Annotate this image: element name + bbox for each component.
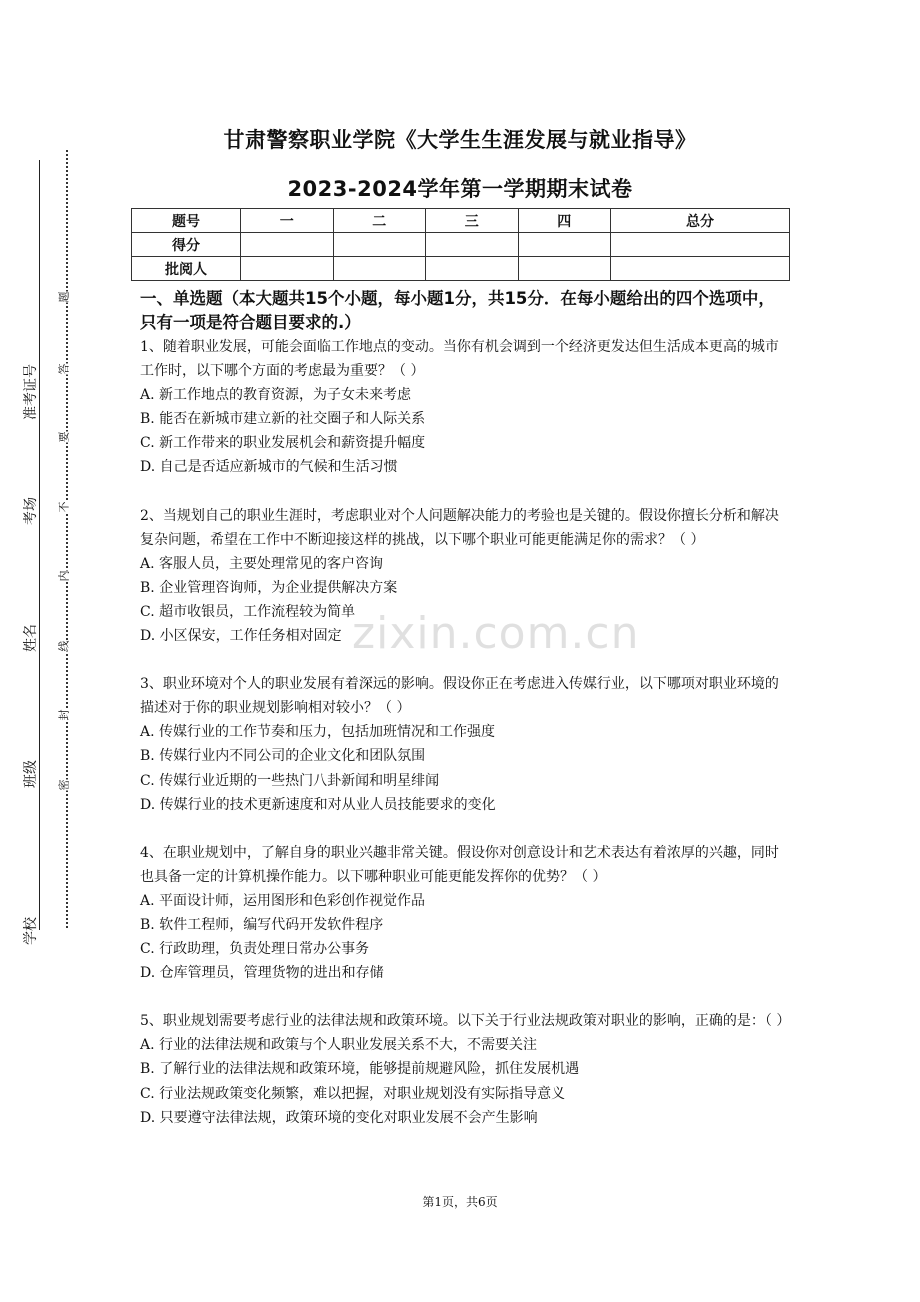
score-table-cell — [426, 233, 519, 257]
score-table-cell — [241, 257, 334, 281]
binding-solid-line — [39, 160, 40, 930]
question-1 — [140, 335, 790, 480]
seal-char: 要 — [55, 432, 73, 443]
score-table — [131, 208, 790, 281]
option-c: C. 超市收银员，工作流程较为简单 — [140, 603, 356, 620]
score-table-cell — [426, 257, 519, 281]
question-stem: 1、随着职业发展，可能会面临工作地点的变动。当你有机会调到一个经济更发达但生活成本更高的城市工作时，以下哪个方面的考虑最为重要？（ ） — [140, 339, 779, 380]
score-table-cell — [518, 257, 611, 281]
exam-title-line2: 2023-2024学年第一学期期末试卷 — [287, 177, 633, 201]
score-table-cell: 三 — [426, 209, 519, 233]
option-b: B. 能否在新城市建立新的社交圈子和人际关系 — [140, 411, 426, 428]
option-a: A. 平面设计师，运用图形和色彩创作视觉作品 — [140, 892, 426, 909]
seal-char: 答 — [55, 364, 73, 375]
seal-char: 不 — [55, 502, 73, 513]
option-a: A. 行业的法律法规和政策与个人职业发展关系不大，不需要关注 — [140, 1037, 538, 1054]
score-table-cell — [241, 233, 334, 257]
option-d: D. 传媒行业的技术更新速度和对从业人员技能要求的变化 — [140, 796, 496, 813]
score-table-cell: 四 — [518, 209, 611, 233]
seal-char: 密 — [55, 780, 73, 791]
option-b: B. 传媒行业内不同公司的企业文化和团队氛围 — [140, 748, 426, 765]
score-table-grader-row — [132, 257, 790, 281]
score-table-cell: 二 — [333, 209, 426, 233]
option-d: D. 小区保安，工作任务相对固定 — [140, 628, 342, 645]
page-footer: 第1页，共6页 — [422, 1195, 498, 1209]
option-c: C. 行政助理，负责处理日常办公事务 — [140, 941, 370, 958]
score-table-cell: 得分 — [132, 233, 241, 257]
watermark: zixin.com.cn — [352, 608, 640, 659]
option-b: B. 企业管理咨询师，为企业提供解决方案 — [140, 579, 398, 596]
option-a: A. 新工作地点的教育资源，为子女未来考虑 — [140, 387, 412, 404]
option-c: C. 传媒行业近期的一些热门八卦新闻和明星绯闻 — [140, 772, 440, 789]
seal-char: 线 — [55, 641, 73, 652]
option-c: C. 新工作带来的职业发展机会和薪资提升幅度 — [140, 435, 426, 452]
score-table-cell: 总分 — [611, 209, 790, 233]
question-list — [140, 335, 790, 1130]
score-table-cell: 批阅人 — [132, 257, 241, 281]
option-b: B. 了解行业的法律法规和政策环境，能够提前规避风险，抓住发展机遇 — [140, 1061, 580, 1078]
score-table-cell: 一 — [241, 209, 334, 233]
option-a: A. 客服人员，主要处理常见的客户咨询 — [140, 555, 384, 572]
seal-char: 封 — [55, 710, 73, 721]
exam-title-line1: 甘肃警察职业学院《大学生生涯发展与就业指导》 — [223, 128, 697, 152]
score-table-cell: 题号 — [132, 209, 241, 233]
margin-label-class: 班级 — [23, 760, 39, 788]
seal-char: 题 — [55, 292, 73, 303]
option-d: D. 自己是否适应新城市的气候和生活习惯 — [140, 459, 398, 476]
option-d: D. 只要遵守法律法规，政策环境的变化对职业发展不会产生影响 — [140, 1109, 538, 1126]
margin-label-name: 姓名 — [23, 624, 39, 652]
question-5 — [140, 1009, 790, 1129]
binding-dotted-line — [66, 150, 68, 928]
score-table-cell — [611, 257, 790, 281]
question-4 — [140, 841, 790, 986]
option-b: B. 软件工程师，编写代码开发软件程序 — [140, 916, 384, 933]
score-table-cell — [333, 233, 426, 257]
option-a: A. 传媒行业的工作节奏和压力，包括加班情况和工作强度 — [140, 724, 496, 741]
question-stem: 3、职业环境对个人的职业发展有着深远的影响。假设你正在考虑进入传媒行业，以下哪项对职业环境的描述对于你的职业规划影响相对较小？（ ） — [140, 676, 779, 717]
margin-label-school: 学校 — [23, 917, 39, 945]
question-3 — [140, 672, 790, 817]
seal-char: 内 — [55, 571, 73, 582]
margin-label-exam-id: 准考证号 — [23, 364, 39, 420]
question-stem: 2、当规划自己的职业生涯时，考虑职业对个人问题解决能力的考验也是关键的。假设你擅长分析和解决复杂问题，希望在工作中不断迎接这样的挑战，以下哪个职业可能更能满足你的需求？（ ） — [140, 507, 779, 548]
score-table-header-row — [132, 209, 790, 233]
option-c: C. 行业法规政策变化频繁，难以把握，对职业规划没有实际指导意义 — [140, 1085, 566, 1102]
option-d: D. 仓库管理员，管理货物的进出和存储 — [140, 965, 384, 982]
section-heading: 一、单选题（本大题共15个小题，每小题1分，共15分．在每小题给出的四个选项中，只有一项是符合题目要求的.） — [140, 289, 775, 332]
margin-label-exam-room: 考场 — [23, 497, 39, 525]
question-stem: 4、在职业规划中，了解自身的职业兴趣非常关键。假设你对创意设计和艺术表达有着浓厚的兴趣，同时也具备一定的计算机操作能力。以下哪种职业可能更能发挥你的优势？（ ） — [140, 844, 779, 885]
score-table-cell — [333, 257, 426, 281]
question-stem: 5、职业规划需要考虑行业的法律法规和政策环境。以下关于行业法规政策对职业的影响，正确的是：（ ） — [140, 1013, 791, 1030]
score-table-cell — [518, 233, 611, 257]
score-table-cell — [611, 233, 790, 257]
score-table-score-row — [132, 233, 790, 257]
